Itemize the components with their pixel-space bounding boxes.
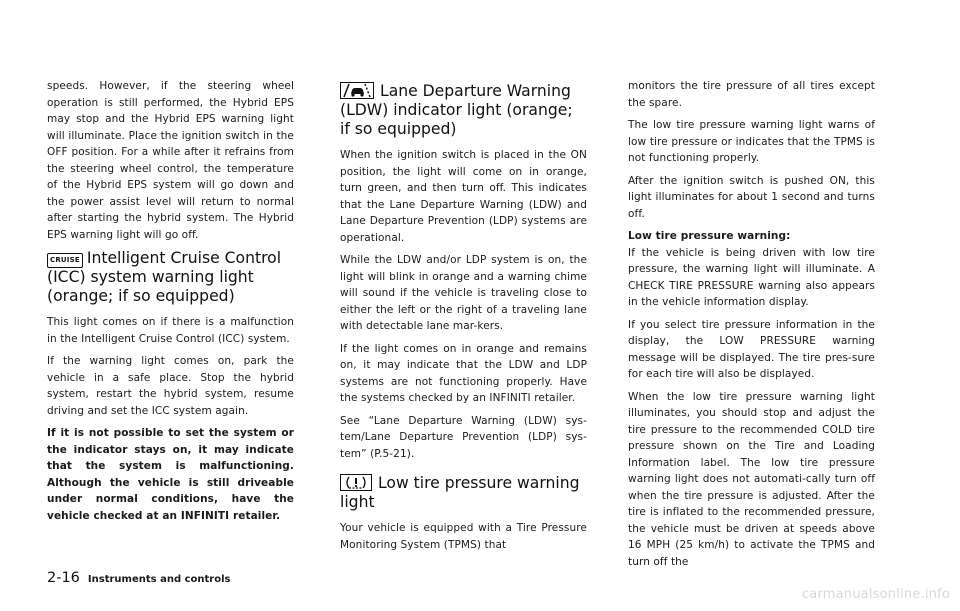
paragraph: monitors the tire pressure of all tires except the spare. <box>628 80 875 109</box>
ldw-heading-text: Lane Departure Warning (LDW) indicator light (orange; if so equipped) <box>340 82 573 138</box>
cruise-icon: CRUISE <box>47 253 83 268</box>
icc-heading-text: Intelligent Cruise Control (ICC) system warning light (orange; if so equipped) <box>47 249 282 305</box>
paragraph: When the low tire pressure warning light illuminates, you should stop and adjust the tire pressure to the recommended COLD tire pressure shown on the Tire and Loading Information label. The low tire pressure warning light does not automati-cally turn off when the tire pressure is adjusted. After the tire is inflated to the recommended pressure, the vehicle must be driven at speeds above 16 MPH (25 km/h) to activate the TPMS and turn off the <box>628 390 875 568</box>
column-middle <box>340 78 587 559</box>
paragraph: Your vehicle is equipped with a Tire Pressure Monitoring System (TPMS) that <box>340 522 587 551</box>
subheading: Low tire pressure warning: <box>628 230 791 242</box>
tire-heading <box>340 474 587 512</box>
lane-departure-car-icon <box>340 82 374 99</box>
icc-heading <box>47 249 294 306</box>
paragraph: If the light comes on in orange and remains on, it may indicate that the LDW and LDP systems are not functioning properly. Have the systems checked by an INFINITI retailer. <box>340 342 587 404</box>
paragraph: While the LDW and/or LDP system is on, the light will blink in orange and a warning chime will sound if the vehicle is traveling close to either the left or the right of a traveling lane with detectable lane mar-kers. <box>340 254 587 332</box>
paragraph: See “Lane Departure Warning (LDW) sys-tem/Lane Departure Prevention (LDP) sys-tem” (P.5-21). <box>340 414 587 460</box>
paragraph: If the warning light comes on, park the vehicle in a safe place. Stop the hybrid system, restart the hybrid system, resume driving and set the ICC system again. <box>47 355 294 417</box>
page-number: 2-16 <box>47 570 80 586</box>
paragraph: When the ignition switch is placed in the ON position, the light will come on in orange, turn green, and then turn off. This indicates that the Lane Departure Warning (LDW) and Lane Departure Prevention (LDP) systems are operational. <box>340 149 587 244</box>
section-title: Instruments and controls <box>87 574 231 585</box>
ldw-heading <box>340 82 587 139</box>
watermark: carmanualsonline.info <box>801 587 950 602</box>
paragraph-bold: If it is not possible to set the system or the indicator stays on, it may indicate that the system is malfunctioning. Although the vehicle is still driveable under normal conditions, have the vehicle checked at an INFINITI retailer. <box>47 427 294 522</box>
paragraph: speeds. However, if the steering wheel operation is still performed, the Hybrid EPS may stop and the Hybrid EPS warning light will illuminate. Place the ignition switch in the OFF position. For a while after it refrains from the steering wheel control, the temperature of the Hybrid EPS system will go down and the power assist level will return to normal after starting the hybrid system. The Hybrid EPS warning light will go off. <box>47 80 294 241</box>
paragraph: If the vehicle is being driven with low tire pressure, the warning light will illuminate. A CHECK TIRE PRESSURE warning also appears in the vehicle information display. <box>628 246 875 308</box>
column-right <box>628 78 875 576</box>
tire-heading-text: Low tire pressure warning light <box>340 474 580 511</box>
paragraph: This light comes on if there is a malfunction in the Intelligent Cruise Control (ICC) system. <box>47 316 294 345</box>
column-left <box>47 78 294 530</box>
page-footer <box>47 567 230 586</box>
paragraph: After the ignition switch is pushed ON, this light illuminates for about 1 second and turns off. <box>628 174 875 220</box>
tire-pressure-warning-icon <box>340 474 372 491</box>
paragraph: The low tire pressure warning light warns of low tire pressure or indicates that the TPMS is not functioning properly. <box>628 119 875 164</box>
paragraph: If you select tire pressure information in the display, the LOW PRESSURE warning message will be displayed. The tire pres-sure for each tire will also be displayed. <box>628 318 875 380</box>
